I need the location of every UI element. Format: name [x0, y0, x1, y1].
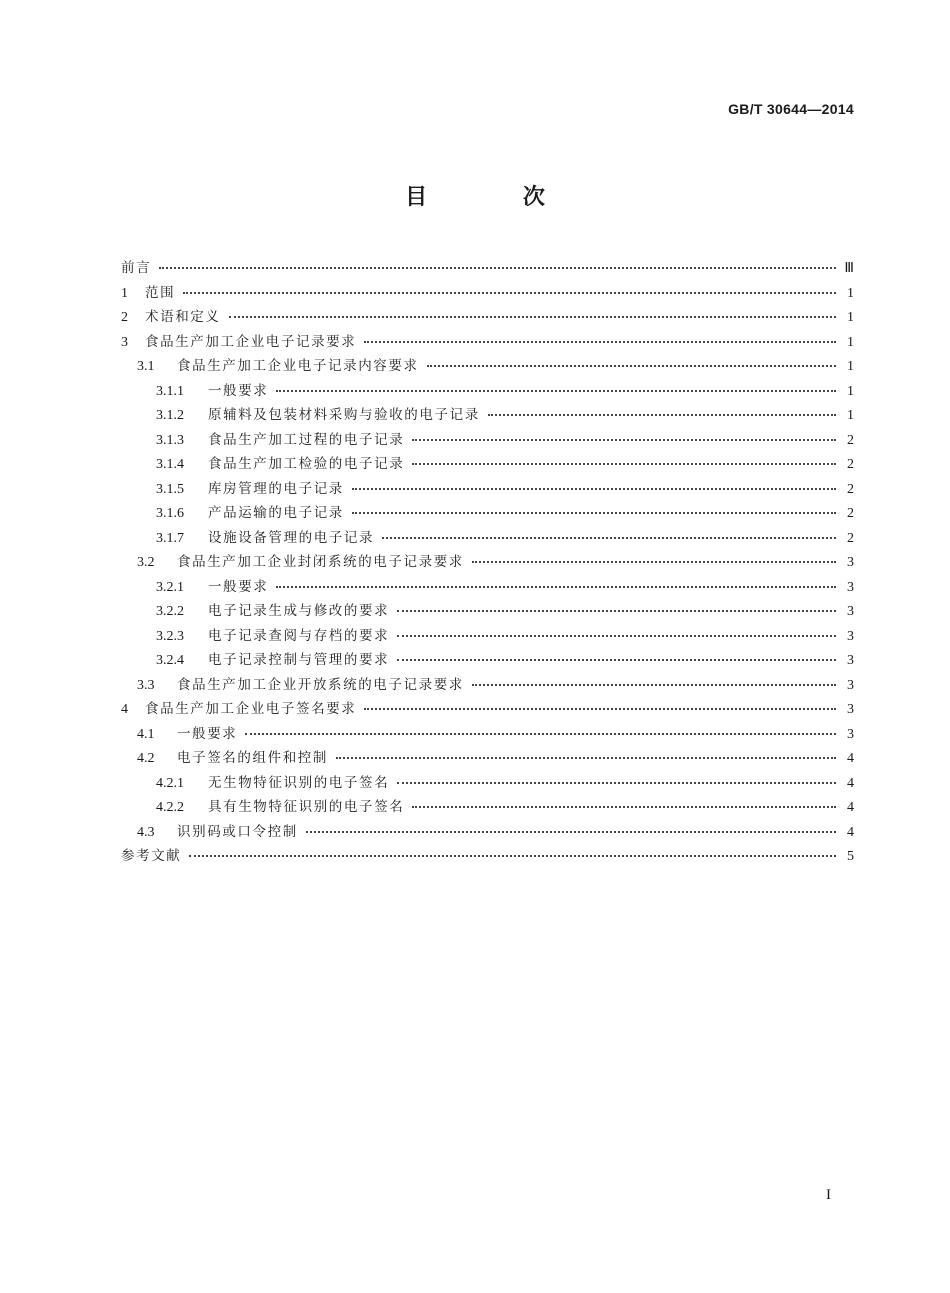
toc-entry[interactable]	[121, 501, 854, 526]
toc-entry-number: 4	[121, 702, 128, 717]
toc-entry-label: 产品运输的电子记录	[208, 505, 344, 521]
toc-entry-label: 一般要求	[208, 382, 269, 399]
toc-entry-page: 2	[847, 481, 854, 497]
toc-entry-label: 一般要求	[208, 578, 269, 595]
toc-entry[interactable]	[121, 330, 854, 355]
toc-entry-page: 2	[847, 432, 854, 448]
toc-entry-page: 4	[847, 751, 854, 766]
toc-entry-page: 3	[847, 555, 854, 570]
toc-entry[interactable]	[121, 477, 854, 502]
toc-entry-number: 4.2.1	[156, 775, 184, 791]
toc-leader-dots	[412, 805, 836, 808]
toc-leader-dots	[306, 830, 836, 833]
toc-entry[interactable]	[121, 697, 854, 722]
toc-entry-label: 电子记录生成与修改的要求	[208, 603, 390, 619]
toc-entry[interactable]	[121, 673, 854, 698]
toc-entry-number: 3.1.6	[156, 506, 184, 521]
toc-entry-page: 3	[847, 653, 854, 668]
toc-entry-number: 4.1	[137, 726, 155, 742]
toc-entry-page: 3	[847, 579, 854, 595]
toc-entry-page: 2	[847, 506, 854, 521]
toc-entry-label: 库房管理的电子记录	[208, 480, 344, 497]
toc-entry-page: 4	[847, 775, 854, 791]
toc-entry[interactable]	[121, 256, 854, 281]
toc-leader-dots	[229, 315, 837, 318]
table-of-contents	[121, 256, 854, 869]
toc-entry-number: 4.3	[137, 824, 155, 840]
toc-leader-dots	[382, 536, 836, 539]
toc-entry[interactable]	[121, 354, 854, 379]
toc-entry[interactable]	[121, 305, 854, 330]
toc-leader-dots	[276, 389, 836, 392]
toc-entry[interactable]	[121, 526, 854, 551]
toc-entry[interactable]	[121, 550, 854, 575]
toc-entry[interactable]	[121, 452, 854, 477]
toc-entry-page: 1	[847, 408, 854, 423]
toc-entry-label: 原辅料及包装材料采购与验收的电子记录	[208, 407, 480, 423]
toc-leader-dots	[397, 658, 836, 661]
toc-leader-dots	[472, 560, 836, 563]
toc-entry-number: 3.2.1	[156, 579, 184, 595]
toc-entry-page: 4	[847, 824, 854, 840]
toc-leader-dots	[472, 683, 836, 686]
toc-entry-label: 电子签名的组件和控制	[177, 750, 328, 766]
toc-entry-number: 3.2.2	[156, 604, 184, 619]
toc-entry-label: 食品生产加工企业电子记录内容要求	[177, 358, 419, 374]
toc-leader-dots	[336, 756, 836, 759]
toc-entry-page: Ⅲ	[844, 261, 854, 276]
toc-leader-dots	[159, 266, 836, 269]
toc-entry-number: 3.1	[137, 359, 155, 374]
toc-leader-dots	[245, 732, 836, 735]
toc-entry-label: 食品生产加工过程的电子记录	[208, 431, 405, 448]
toc-entry-page: 1	[847, 334, 854, 350]
toc-entry-page: 3	[847, 702, 854, 717]
toc-entry-page: 2	[847, 530, 854, 546]
toc-entry-number: 3.2	[137, 555, 155, 570]
toc-entry-label: 范围	[145, 284, 176, 301]
toc-entry-number: 3.1.2	[156, 408, 184, 423]
toc-leader-dots	[412, 462, 836, 465]
toc-entry-label: 术语和定义	[145, 309, 221, 325]
toc-leader-dots	[488, 413, 836, 416]
toc-entry[interactable]	[121, 795, 854, 820]
toc-entry-label: 食品生产加工检验的电子记录	[208, 456, 405, 472]
toc-leader-dots	[412, 438, 836, 441]
toc-entry-page: 3	[847, 628, 854, 644]
toc-leader-dots	[397, 609, 836, 612]
toc-entry-number: 3.1.5	[156, 481, 184, 497]
toc-entry[interactable]	[121, 575, 854, 600]
toc-entry-label: 识别码或口令控制	[177, 823, 298, 840]
toc-entry[interactable]	[121, 428, 854, 453]
toc-entry[interactable]	[121, 599, 854, 624]
toc-entry-number: 3.3	[137, 677, 155, 693]
toc-entry[interactable]	[121, 379, 854, 404]
toc-leader-dots	[183, 291, 836, 294]
toc-entry-label: 食品生产加工企业电子记录要求	[145, 333, 357, 350]
toc-leader-dots	[364, 707, 836, 710]
toc-entry-number: 3.1.3	[156, 432, 184, 448]
toc-entry-page: 1	[847, 310, 854, 325]
toc-entry-label: 电子记录控制与管理的要求	[208, 652, 390, 668]
toc-entry[interactable]	[121, 648, 854, 673]
toc-entry-label: 食品生产加工企业电子签名要求	[145, 701, 357, 717]
toc-entry[interactable]	[121, 403, 854, 428]
toc-entry-label: 设施设备管理的电子记录	[208, 529, 375, 546]
page-number: I	[826, 1187, 831, 1203]
toc-entry-page: 1	[847, 285, 854, 301]
toc-entry-label: 电子记录查阅与存档的要求	[208, 627, 390, 644]
toc-entry-number: 4.2.2	[156, 800, 184, 815]
toc-entry[interactable]	[121, 844, 854, 869]
toc-entry-page: 2	[847, 457, 854, 472]
toc-entry[interactable]	[121, 281, 854, 306]
toc-leader-dots	[397, 781, 836, 784]
toc-leader-dots	[189, 854, 836, 857]
toc-entry-number: 3.2.4	[156, 653, 184, 668]
toc-entry-page: 4	[847, 800, 854, 815]
toc-entry-label: 具有生物特征识别的电子签名	[208, 799, 405, 815]
toc-entry-label: 参考文献	[121, 848, 182, 864]
toc-entry-label: 食品生产加工企业开放系统的电子记录要求	[177, 676, 464, 693]
toc-entry-label: 一般要求	[177, 725, 238, 742]
toc-entry-number: 1	[121, 285, 128, 301]
toc-leader-dots	[276, 585, 836, 588]
toc-entry-number: 3.1.1	[156, 383, 184, 399]
toc-title: 目 次	[405, 185, 589, 210]
toc-entry-page: 1	[847, 383, 854, 399]
toc-entry-page: 3	[847, 726, 854, 742]
toc-entry-page: 5	[847, 849, 854, 864]
toc-entry-number: 3.1.7	[156, 530, 184, 546]
toc-entry[interactable]	[121, 820, 854, 845]
standard-code: GB/T 30644—2014	[728, 101, 854, 117]
toc-leader-dots	[352, 511, 836, 514]
toc-entry-number: 4.2	[137, 751, 155, 766]
toc-entry[interactable]	[121, 746, 854, 771]
toc-entry-number: 2	[121, 310, 128, 325]
toc-entry-page: 3	[847, 604, 854, 619]
toc-entry[interactable]	[121, 722, 854, 747]
toc-entry-number: 3	[121, 334, 128, 350]
toc-entry-label: 食品生产加工企业封闭系统的电子记录要求	[177, 554, 464, 570]
toc-entry-number: 3.1.4	[156, 457, 184, 472]
toc-entry-label: 前言	[121, 260, 152, 276]
toc-leader-dots	[364, 340, 836, 343]
toc-leader-dots	[427, 364, 836, 367]
toc-entry-label: 无生物特征识别的电子签名	[208, 774, 390, 791]
toc-entry-number: 3.2.3	[156, 628, 184, 644]
toc-leader-dots	[352, 487, 836, 490]
toc-entry[interactable]	[121, 624, 854, 649]
toc-leader-dots	[397, 634, 836, 637]
toc-entry-page: 1	[847, 359, 854, 374]
toc-entry-page: 3	[847, 677, 854, 693]
toc-entry[interactable]	[121, 771, 854, 796]
